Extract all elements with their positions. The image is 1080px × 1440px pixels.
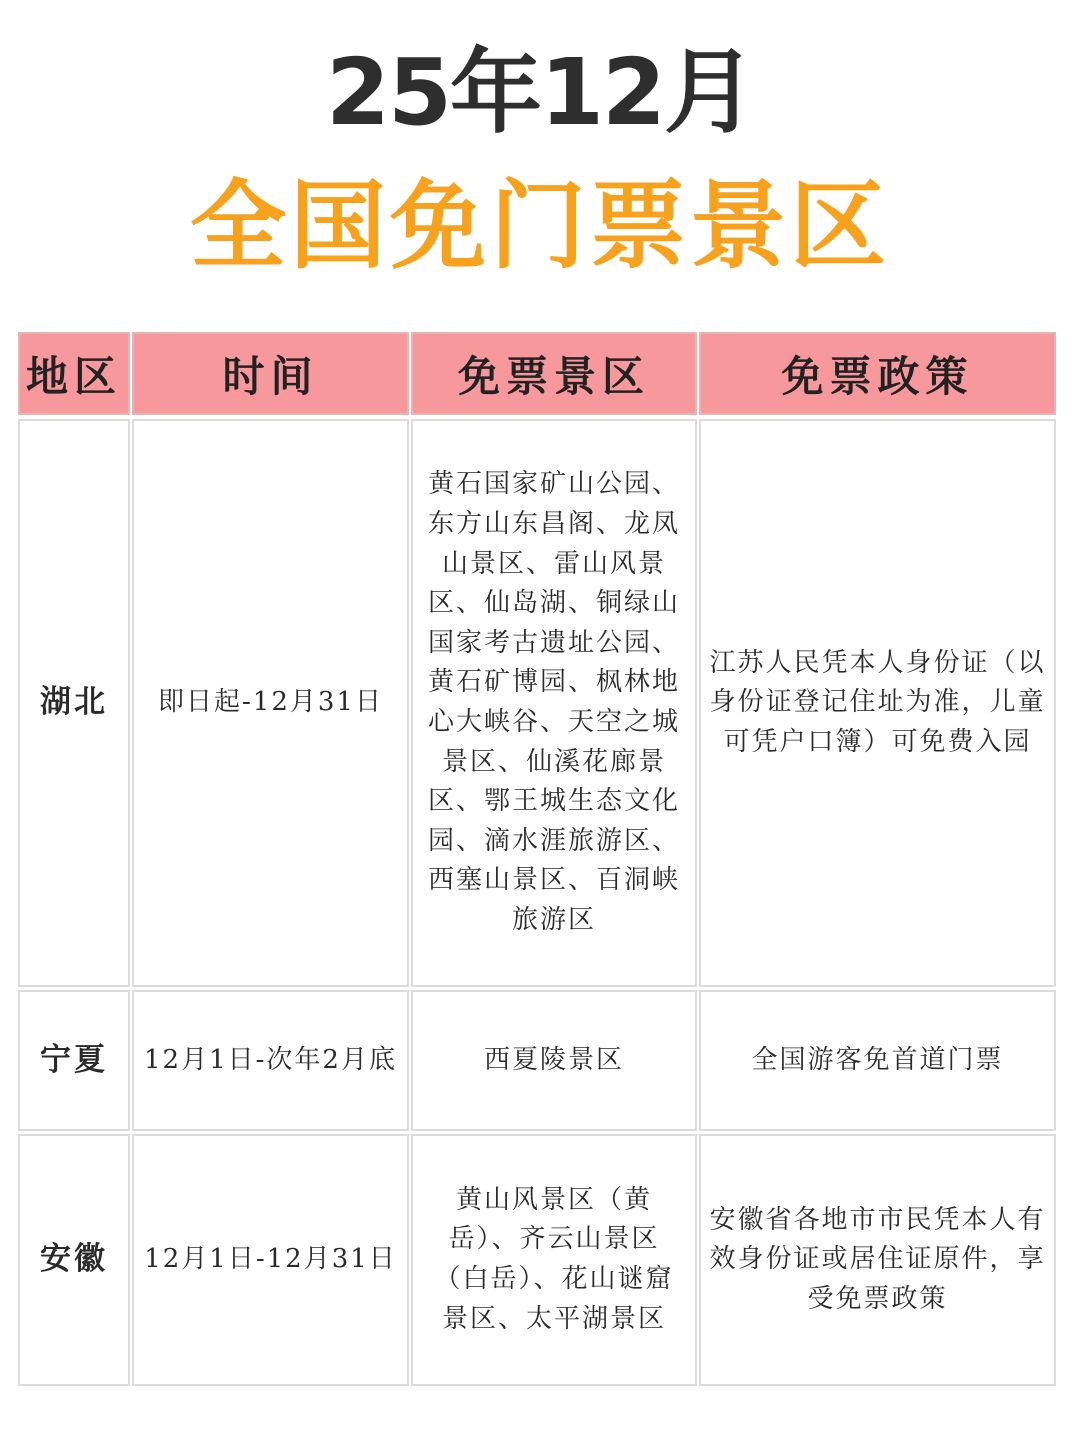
spots-text: 黄石国家矿山公园、东方山东昌阁、龙凤山景区、雷山风景区、仙岛湖、铜绿山国家考古遗址公园、黄石矿博园、枫林地心大峡谷、天空之城景区、仙溪花廊景区、鄂王城生态文化园、滴水涯旅游区、西塞山景区、百洞峡旅游区 (427, 469, 680, 935)
table-cell-region: 安徽 (18, 1134, 130, 1386)
table-cell-spots (411, 990, 697, 1131)
column-header-time: 时间 (132, 332, 409, 415)
table-cell-region: 湖北 (18, 419, 130, 987)
table-cell-time: 12月1日-12月31日 (132, 1134, 409, 1386)
table-cell-spots (411, 419, 697, 987)
policy-text: 全国游客免首道门票 (751, 1044, 1004, 1075)
table-cell-policy (699, 1134, 1056, 1386)
table-cell-spots (411, 1134, 697, 1386)
column-header-region: 地区 (18, 332, 130, 415)
table-cell-time: 12月1日-次年2月底 (132, 990, 409, 1131)
spots-text: 西夏陵景区 (483, 1044, 624, 1075)
column-header-policy: 免票政策 (699, 332, 1056, 415)
column-header-spots: 免票景区 (411, 332, 697, 415)
table-cell-time: 即日起-12月31日 (132, 419, 409, 987)
table-cell-policy (699, 990, 1056, 1131)
page-subtitle: 全国免门票景区 (190, 170, 890, 282)
table-cell-region: 宁夏 (18, 990, 130, 1131)
table-cell-policy (699, 419, 1056, 987)
page-title: 25年12月 (325, 39, 755, 146)
policy-text: 江苏人民凭本人身份证（以身份证登记住址为准，儿童可凭户口簿）可免费入园 (709, 647, 1046, 757)
spots-text: 黄山风景区（黄岳）、齐云山景区（白岳）、花山谜窟景区、太平湖景区 (434, 1184, 674, 1334)
policy-text: 安徽省各地市市民凭本人有效身份证或居住证原件，享受免票政策 (709, 1204, 1046, 1314)
